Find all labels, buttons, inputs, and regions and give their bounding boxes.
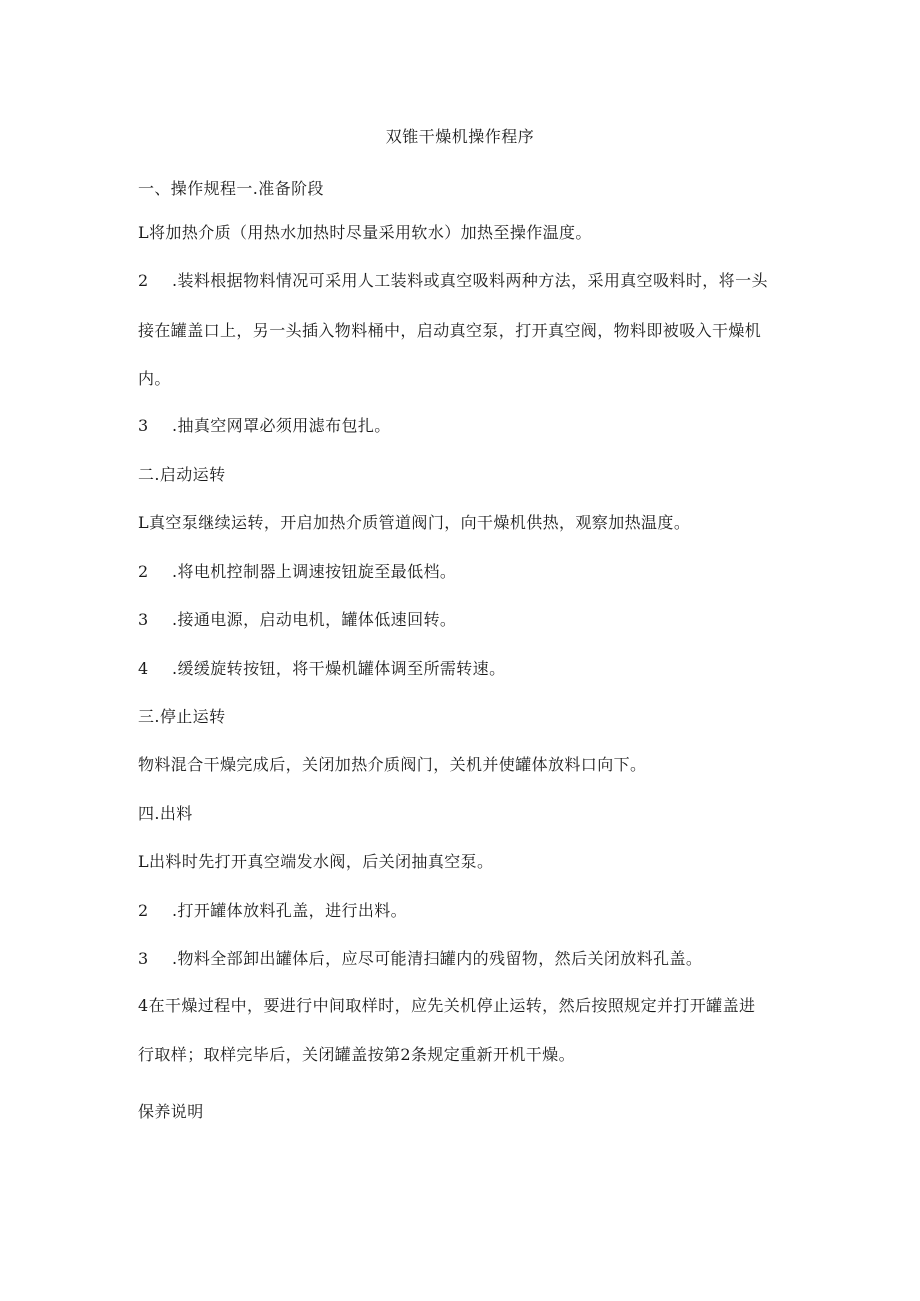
paragraph-line: 行取样；取样完毕后，关闭罐盖按第2条规定重新开机干燥。 <box>138 1045 575 1064</box>
paragraph-line: 2 .装料根据物料情况可采用人工装料或真空吸料两种方法，采用真空吸料时，将一头 <box>138 271 768 290</box>
paragraph-line: L将加热介质（用热水加热时尽量采用软水）加热至操作温度。 <box>138 223 592 242</box>
paragraph-line: 物料混合干燥完成后，关闭加热介质阀门，关机并使罐体放料口向下。 <box>138 755 647 774</box>
paragraph-line: L出料时先打开真空端发水阀，后关闭抽真空泵。 <box>138 852 494 871</box>
section-heading-preparation: 一、操作规程一.准备阶段 <box>138 179 324 198</box>
paragraph-line: 3 .抽真空网罩必须用滤布包扎。 <box>138 416 391 435</box>
paragraph-line: 2 .将电机控制器上调速按钮旋至最低档。 <box>138 562 457 581</box>
paragraph-line: 4在干燥过程中，要进行中间取样时，应先关机停止运转，然后按照规定并打开罐盖进 <box>138 996 756 1015</box>
paragraph-line: 2 .打开罐体放料孔盖，进行出料。 <box>138 901 408 920</box>
paragraph-line: 接在罐盖口上，另一头插入物料桶中，启动真空泵，打开真空阀，物料即被吸入干燥机 <box>138 321 762 340</box>
section-heading-start: 二.启动运转 <box>138 465 226 484</box>
paragraph-line: 内。 <box>138 369 171 388</box>
paragraph-line: 4 .缓缓旋转按钮，将干燥机罐体调至所需转速。 <box>138 659 506 678</box>
section-heading-stop: 三.停止运转 <box>138 707 226 726</box>
paragraph-line: L真空泵继续运转，开启加热介质管道阀门，向干燥机供热，观察加热温度。 <box>138 513 691 532</box>
paragraph-line: 3 .接通电源，启动电机，罐体低速回转。 <box>138 610 457 629</box>
section-heading-discharge: 四.出料 <box>138 804 193 823</box>
paragraph-line: 3 .物料全部卸出罐体后，应尽可能清扫罐内的残留物，然后关闭放料孔盖。 <box>138 949 703 968</box>
document-title: 双锥干燥机操作程序 <box>385 127 535 146</box>
section-heading-maintenance: 保养说明 <box>138 1102 204 1121</box>
